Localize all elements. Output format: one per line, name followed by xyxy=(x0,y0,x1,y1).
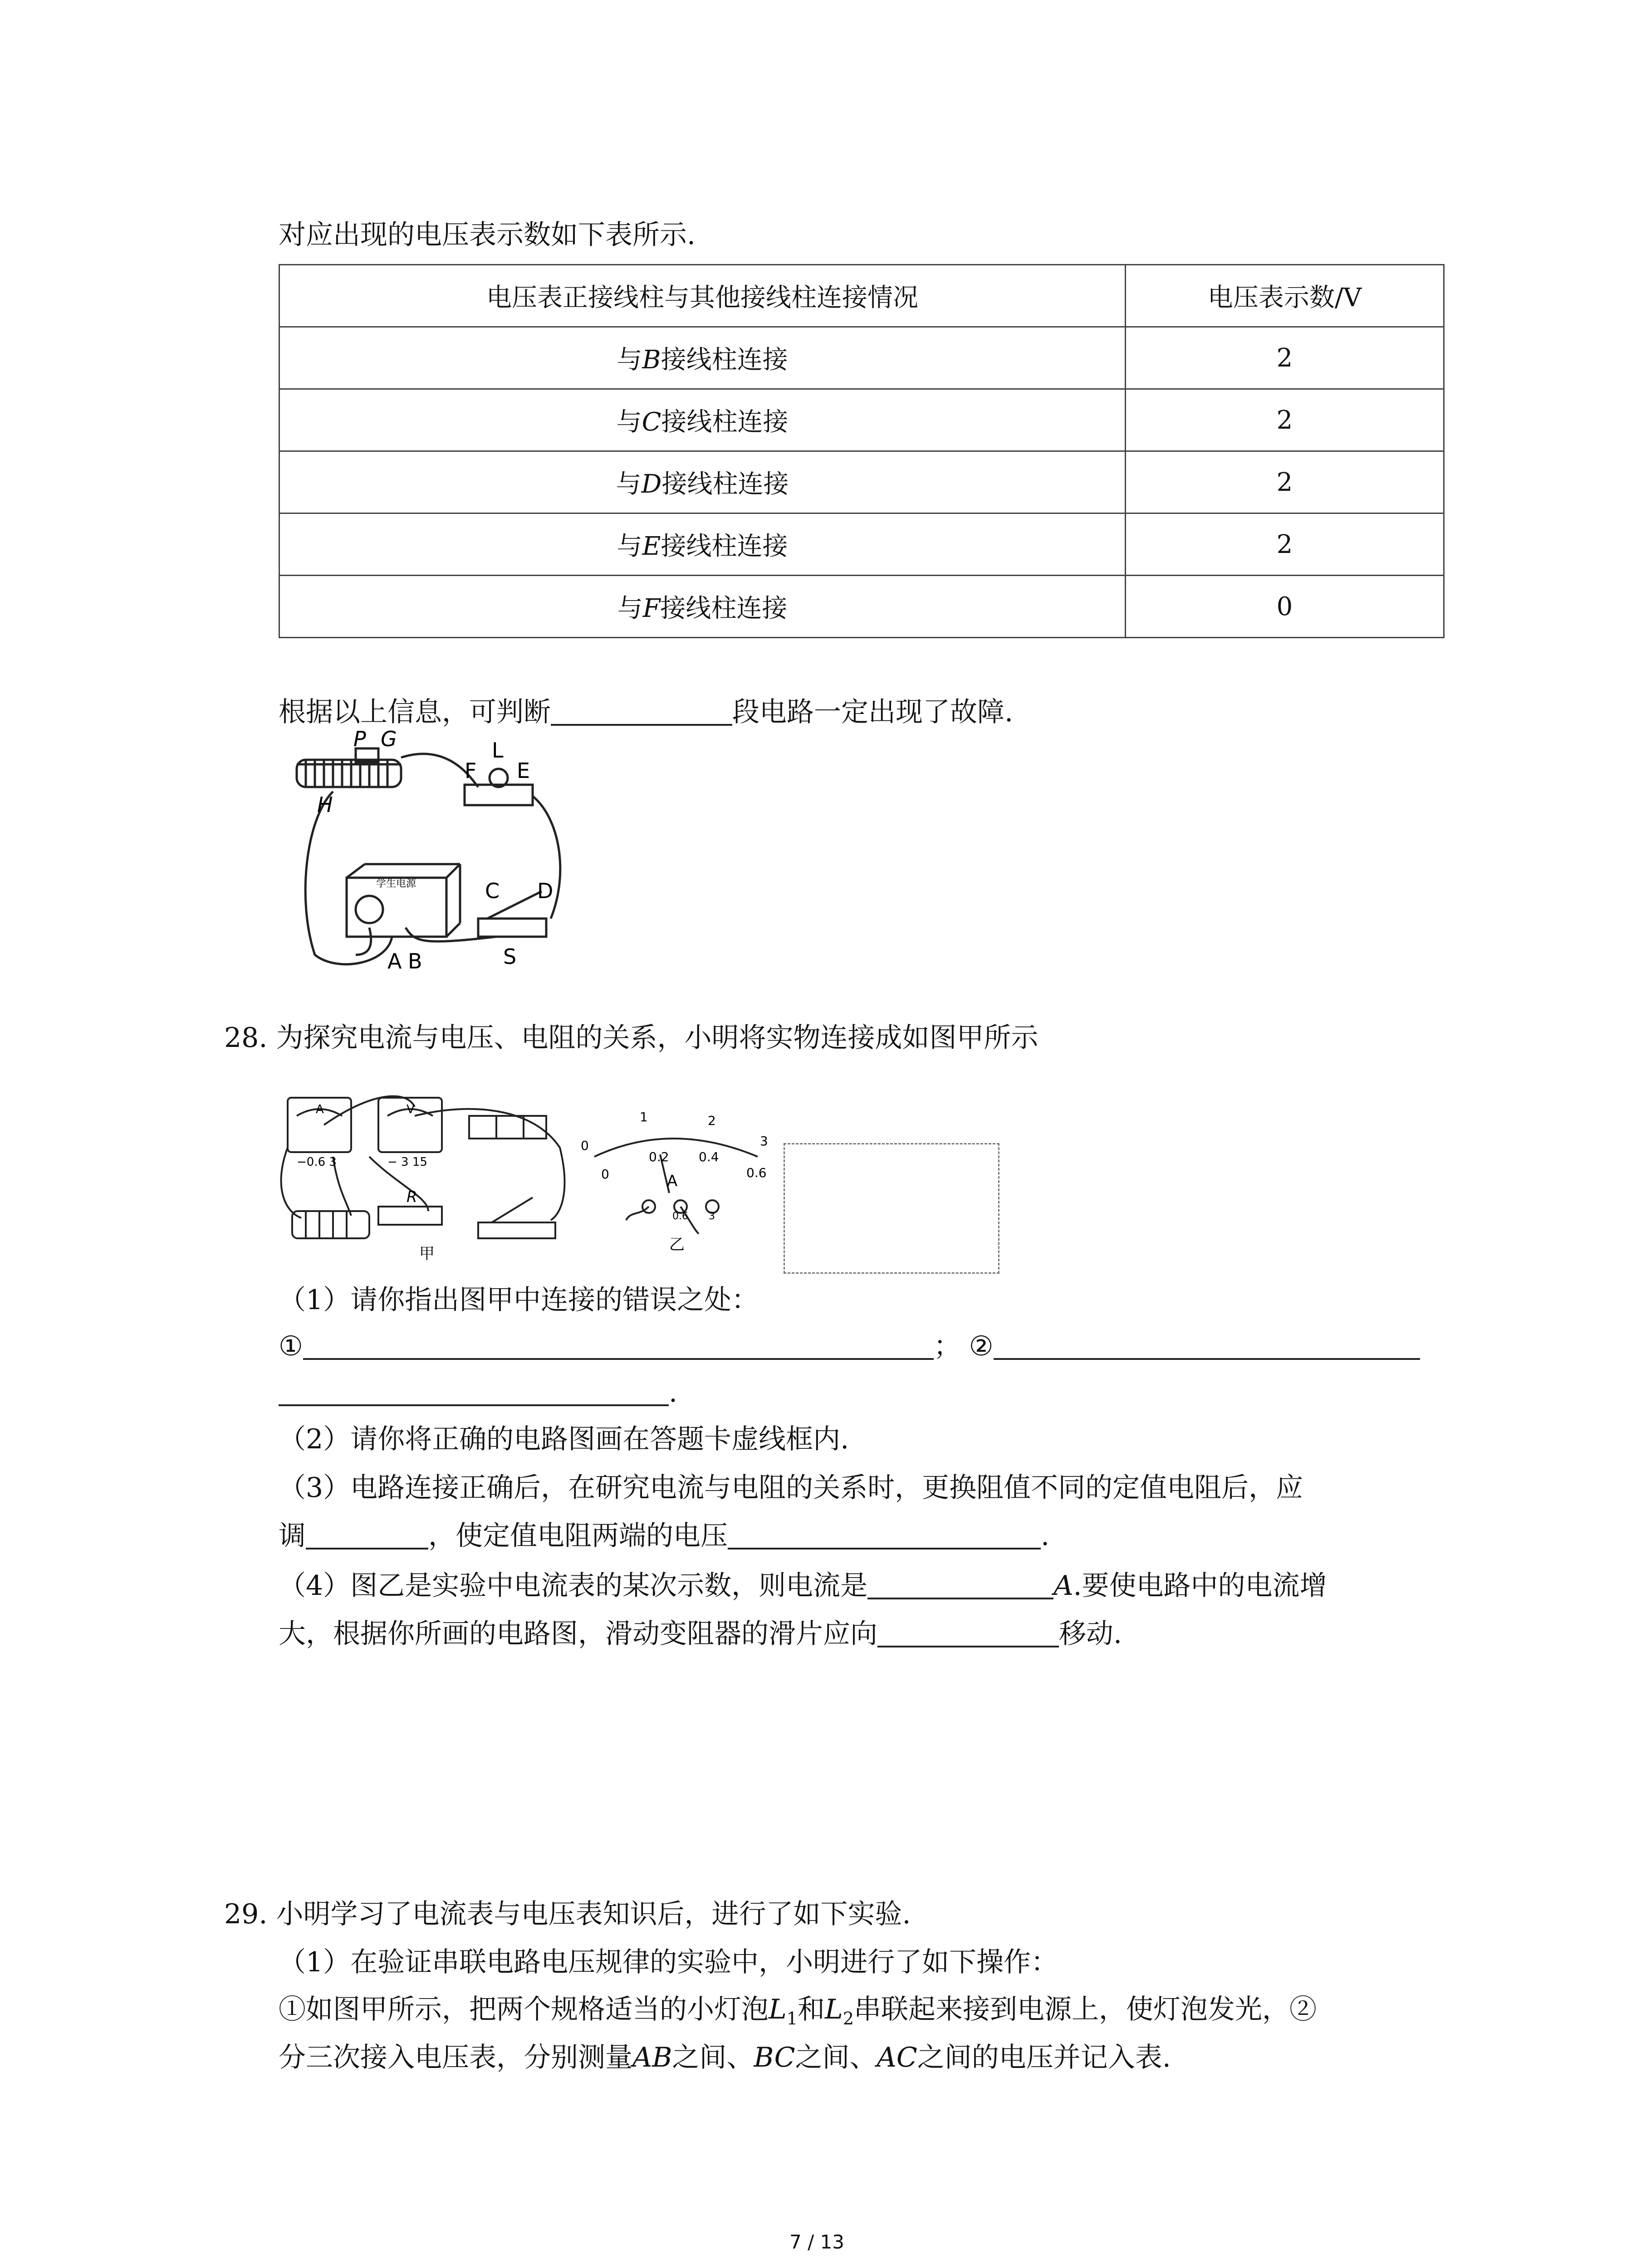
reading-value: 2 xyxy=(1126,327,1444,389)
svg-text:C: C xyxy=(485,879,500,903)
circuit-figure-1 xyxy=(279,728,569,973)
svg-text:学生电源: 学生电源 xyxy=(376,878,416,890)
switch-base xyxy=(478,919,546,937)
svg-text:0.6: 0.6 xyxy=(672,1211,688,1222)
svg-text:0.4: 0.4 xyxy=(699,1149,719,1164)
table-header-reading: 电压表示数/V xyxy=(1126,265,1444,327)
ammeter-dial-figure xyxy=(576,1098,776,1256)
reading-value: 0 xyxy=(1126,576,1444,638)
wire xyxy=(406,928,496,941)
supply-dial xyxy=(356,896,383,923)
svg-text:1: 1 xyxy=(640,1110,648,1124)
table-row: 与B接线柱连接 2 xyxy=(279,327,1444,389)
svg-text:P: P xyxy=(353,728,366,751)
switch-base xyxy=(478,1222,555,1238)
reading-value: 2 xyxy=(1126,513,1444,576)
q28-part3-line2: 调 ，使定值电阻两端的电压 . xyxy=(279,1520,1050,1552)
table-header-connection: 电压表正接线柱与其他接线柱连接情况 xyxy=(279,265,1126,327)
svg-text:− 3 15: − 3 15 xyxy=(387,1155,427,1169)
answer-blank-4a[interactable] xyxy=(867,1572,1053,1599)
svg-text:H: H xyxy=(317,792,333,817)
svg-text:0.2: 0.2 xyxy=(649,1149,669,1164)
q28-part1: （1）请你指出图甲中连接的错误之处： xyxy=(279,1284,759,1316)
circuit-figure-jia xyxy=(279,1093,569,1261)
answer-blank-3b[interactable] xyxy=(728,1522,1041,1549)
svg-text:A: A xyxy=(316,1103,324,1116)
svg-text:D: D xyxy=(537,879,554,903)
answer-blank-2[interactable] xyxy=(994,1333,1420,1360)
resistor xyxy=(378,1207,442,1225)
rheostat xyxy=(292,1211,369,1238)
q29-line1: ①如图甲所示，把两个规格适当的小灯泡$L_1$和$L_2$串联起来接到电源上，使灯泡发光，② xyxy=(279,1994,1317,2028)
dial-arc xyxy=(594,1139,758,1157)
svg-text:A: A xyxy=(667,1172,678,1190)
battery xyxy=(469,1116,546,1139)
svg-text:G: G xyxy=(381,728,397,751)
q27-conclusion: 根据以上信息，可判断 段电路一定出现了故障. xyxy=(279,696,1014,728)
svg-text:V: V xyxy=(407,1103,415,1116)
intro-text: 对应出现的电压表示数如下表所示. xyxy=(279,219,696,251)
answer-blank-2-cont[interactable] xyxy=(279,1379,669,1406)
svg-text:S: S xyxy=(503,944,517,969)
svg-text:0: 0 xyxy=(581,1138,589,1153)
q28-part4-line2: 大，根据你所画的电路图，滑动变阻器的滑片应向 移动. xyxy=(279,1618,1122,1650)
svg-text:3: 3 xyxy=(709,1211,715,1222)
answer-blank[interactable] xyxy=(551,699,732,726)
table-row: 与D接线柱连接 2 xyxy=(279,451,1444,513)
q29-part1: （1）在验证串联电路电压规律的实验中，小明进行了如下操作： xyxy=(279,1946,1058,1978)
answer-dashed-box[interactable] xyxy=(784,1143,999,1274)
table-row: 与F接线柱连接 0 xyxy=(279,576,1444,638)
wire xyxy=(356,928,371,955)
svg-text:L: L xyxy=(492,738,504,763)
q28-part1-continuation: . xyxy=(279,1379,677,1406)
q28-part1-answers: ① ； ② xyxy=(279,1333,1420,1360)
page-number: 7 / 13 xyxy=(789,2231,845,2253)
svg-text:F: F xyxy=(465,758,477,783)
svg-text:E: E xyxy=(517,758,530,783)
q28-part2: （2）请你将正确的电路图画在答题卡虚线框内. xyxy=(279,1423,849,1455)
svg-text:B: B xyxy=(408,949,422,973)
q29-line2: 分三次接入电压表，分别测量AB之间、BC之间、AC之间的电压并记入表. xyxy=(279,2042,1171,2073)
svg-text:乙: 乙 xyxy=(669,1236,685,1254)
wire xyxy=(415,1109,564,1220)
reading-value: 2 xyxy=(1126,451,1444,513)
answer-blank-1[interactable] xyxy=(303,1333,934,1360)
switch-blade xyxy=(492,1198,533,1222)
svg-text:R: R xyxy=(407,1188,417,1206)
svg-text:3: 3 xyxy=(760,1134,768,1149)
table-header-row xyxy=(279,265,1444,327)
svg-text:−0.6 3: −0.6 3 xyxy=(297,1155,337,1169)
svg-text:甲: 甲 xyxy=(419,1245,435,1261)
answer-blank-3a[interactable] xyxy=(306,1522,428,1549)
q29-title: 29. 小明学习了电流表与电压表知识后，进行了如下实验. xyxy=(224,1898,911,1930)
table-row: 与E接线柱连接 2 xyxy=(279,513,1444,576)
q28-part4-line1: （4）图乙是实验中电流表的某次示数，则电流是 A.要使电路中的电流增 xyxy=(279,1570,1327,1602)
reading-value: 2 xyxy=(1126,389,1444,451)
svg-text:A: A xyxy=(387,949,402,973)
answer-blank-4b[interactable] xyxy=(877,1620,1059,1647)
svg-text:0: 0 xyxy=(601,1167,609,1182)
wire xyxy=(626,1207,649,1220)
q28-title: 28. 为探究电流与电压、电阻的关系，小明将实物连接成如图甲所示 xyxy=(224,1022,1038,1054)
svg-text:2: 2 xyxy=(708,1113,716,1128)
svg-text:0.6: 0.6 xyxy=(746,1165,767,1180)
table-row: 与C接线柱连接 2 xyxy=(279,389,1444,451)
voltage-table xyxy=(279,264,1445,638)
q28-part3-line1: （3）电路连接正确后，在研究电流与电阻的关系时，更换阻值不同的定值电阻后，应 xyxy=(279,1472,1303,1504)
